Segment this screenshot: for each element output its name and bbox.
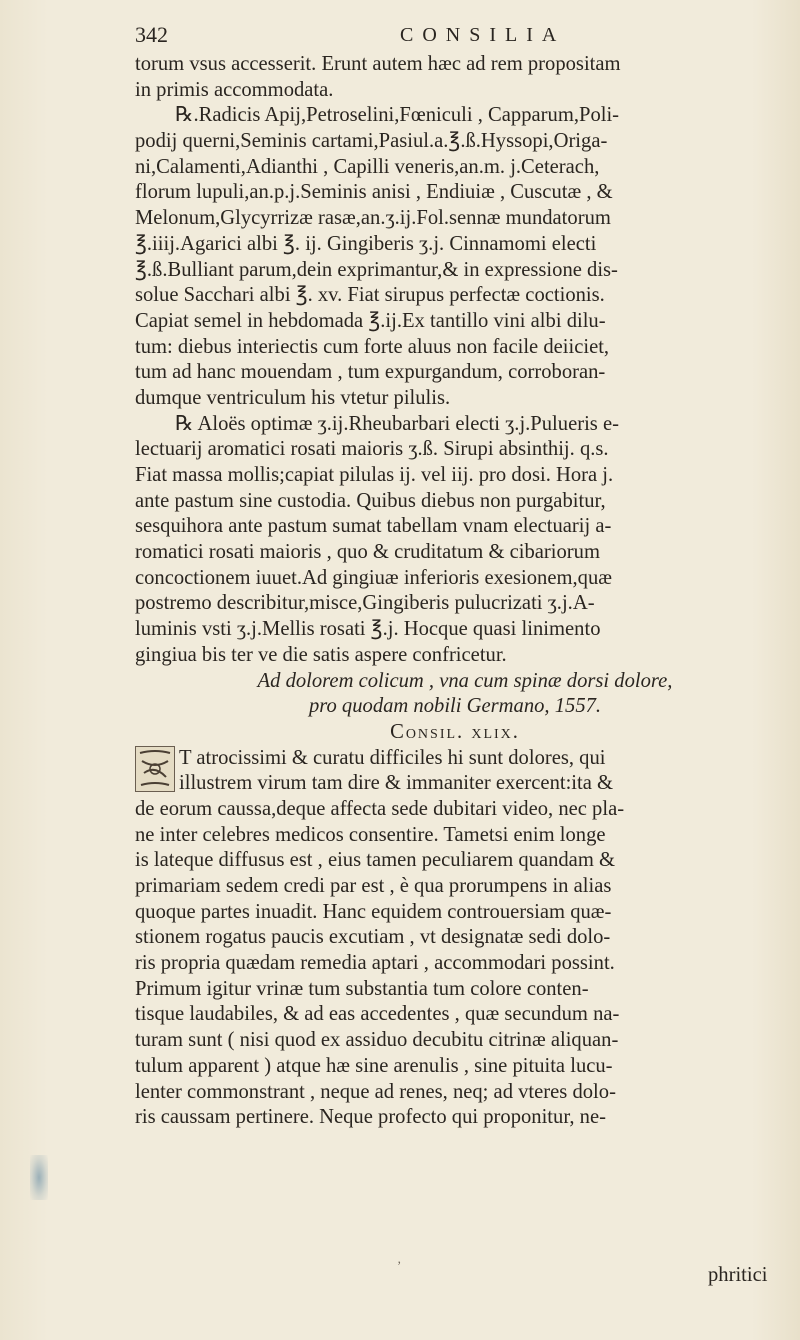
text-line: de eorum caussa,deque affecta sede dubitari video, nec pla- bbox=[135, 797, 625, 820]
text-line: ris propria quædam remedia aptari , accommodari possint. bbox=[135, 952, 615, 975]
text-line: turam sunt ( nisi quod ex assiduo decubitu citrinæ aliquan- bbox=[135, 1029, 619, 1052]
text-line: Primum igitur vrinæ tum substantia tum colore conten- bbox=[135, 977, 589, 1000]
text-line: lenter commonstrant , neque ad renes, neq; ad vteres dolo- bbox=[135, 1080, 616, 1103]
recipe-line: tum ad hanc mouendam , tum expurgandum, corroboran- bbox=[135, 361, 606, 384]
recipe-line: concoctionem iuuet.Ad gingiuæ inferioris exesionem,quæ bbox=[135, 566, 612, 589]
recipe-line: tum: diebus interiectis cum forte aluus non facile deiiciet, bbox=[135, 335, 610, 358]
recipe-line: luminis vsti ʒ.j.Mellis rosati ℥.j. Hocque quasi linimento bbox=[135, 618, 601, 641]
recipe-line: romatici rosati maioris , quo & cruditatum & cibariorum bbox=[135, 541, 600, 564]
text-line: ne inter celebres medicos consentire. Tametsi enim longe bbox=[135, 823, 606, 846]
page-number: 342 bbox=[135, 22, 168, 47]
catchword: phritici bbox=[708, 1264, 768, 1286]
text-line: is lateque diffusus est , eius tamen peculiarem quandam & bbox=[135, 849, 616, 872]
margin-stain bbox=[30, 1155, 48, 1200]
text-line: in primis accommodata. bbox=[135, 78, 334, 101]
recipe-line: dumque ventriculum his vtetur pilulis. bbox=[135, 386, 451, 409]
running-head: CONSILIA bbox=[400, 24, 566, 46]
section-subheading: pro quodam nobili Germano, 1557. bbox=[308, 695, 602, 718]
recipe-line: ℥.ß.Bulliant parum,dein exprimantur,& in expressione dis- bbox=[135, 258, 618, 281]
recipe-line: sesquihora ante pastum sumat tabellam vnam electuarij a- bbox=[135, 515, 612, 538]
text-line: illustrem virum tam dire & immaniter exercent:ita & bbox=[179, 772, 614, 795]
recipe-line: lectuarij aromatici rosati maioris ʒ.ß. Sirupi absinthij. q.s. bbox=[135, 438, 609, 461]
drop-initial-block bbox=[135, 746, 775, 797]
recipe-line: florum lupuli,an.p.j.Seminis anisi , Endiuiæ , Cuscutæ , & bbox=[135, 181, 613, 204]
recipe-line: ante pastum sine custodia. Quibus diebus non purgabitur, bbox=[135, 489, 606, 512]
text-line: tisque laudabiles, & ad eas accedentes , quæ secundum na- bbox=[135, 1003, 620, 1026]
ornamental-initial-icon bbox=[135, 746, 175, 792]
main-text bbox=[135, 52, 775, 1131]
recipe-line: ni,Calamenti,Adianthi , Capilli veneris,an.m. j.Ceterach, bbox=[135, 155, 600, 178]
signature-mark: ʼ bbox=[397, 1258, 402, 1273]
recipe-line: Fiat massa mollis;capiat pilulas ij. vel iij. pro dosi. Hora j. bbox=[135, 464, 614, 486]
page-header bbox=[135, 22, 765, 52]
recipe-line: ℥.iiij.Agarici albi ℥. ij. Gingiberis ʒ.j. Cinnamomi electi bbox=[135, 232, 597, 255]
section-heading: Ad dolorem colicum , vna cum spinæ dorsi dolore, bbox=[257, 669, 673, 692]
recipe-line: gingiua bis ter ve die satis aspere confricetur. bbox=[135, 643, 507, 666]
recipe-line: solue Sacchari albi ℥. xv. Fiat sirupus perfectæ coctionis. bbox=[135, 284, 605, 307]
consilium-title: Consil. xlix. bbox=[390, 720, 520, 743]
recipe-line: ℞ Aloës optimæ ʒ.ij.Rheubarbari electi ʒ.j.Pulueris e- bbox=[175, 412, 619, 435]
text-line: ris caussam pertinere. Neque profecto qui proponitur, ne- bbox=[135, 1106, 606, 1129]
recipe-line: podij querni,Seminis cartami,Pasiul.a.℥.ß.Hyssopi,Origa- bbox=[135, 130, 608, 153]
recipe-line: Capiat semel in hebdomada ℥.ij.Ex tantillo vini albi dilu- bbox=[135, 309, 606, 332]
text-line: torum vsus accesserit. Erunt autem hæc ad rem propositam bbox=[135, 53, 621, 75]
text-line: stionem rogatus paucis excutiam , vt designatæ sedi dolo- bbox=[135, 926, 611, 949]
text-line: tulum apparent ) atque hæ sine arenulis , sine pituita lucu- bbox=[135, 1054, 613, 1077]
text-line: quoque partes inuadit. Hanc equidem controuersiam quæ- bbox=[135, 900, 612, 923]
recipe-line: Melonum,Glycyrrizæ rasæ,an.ʒ.ij.Fol.sennæ mundatorum bbox=[135, 207, 611, 230]
text-line: T atrocissimi & curatu difficiles hi sunt dolores, qui bbox=[179, 746, 606, 769]
recipe-line: postremo describitur,misce,Gingiberis pulucrizati ʒ.j.A- bbox=[135, 592, 595, 615]
text-line: primariam sedem credi par est , è qua prorumpens in alias bbox=[135, 875, 612, 897]
recipe-line: ℞.Radicis Apij,Petroselini,Fœniculi , Capparum,Poli- bbox=[175, 104, 620, 127]
